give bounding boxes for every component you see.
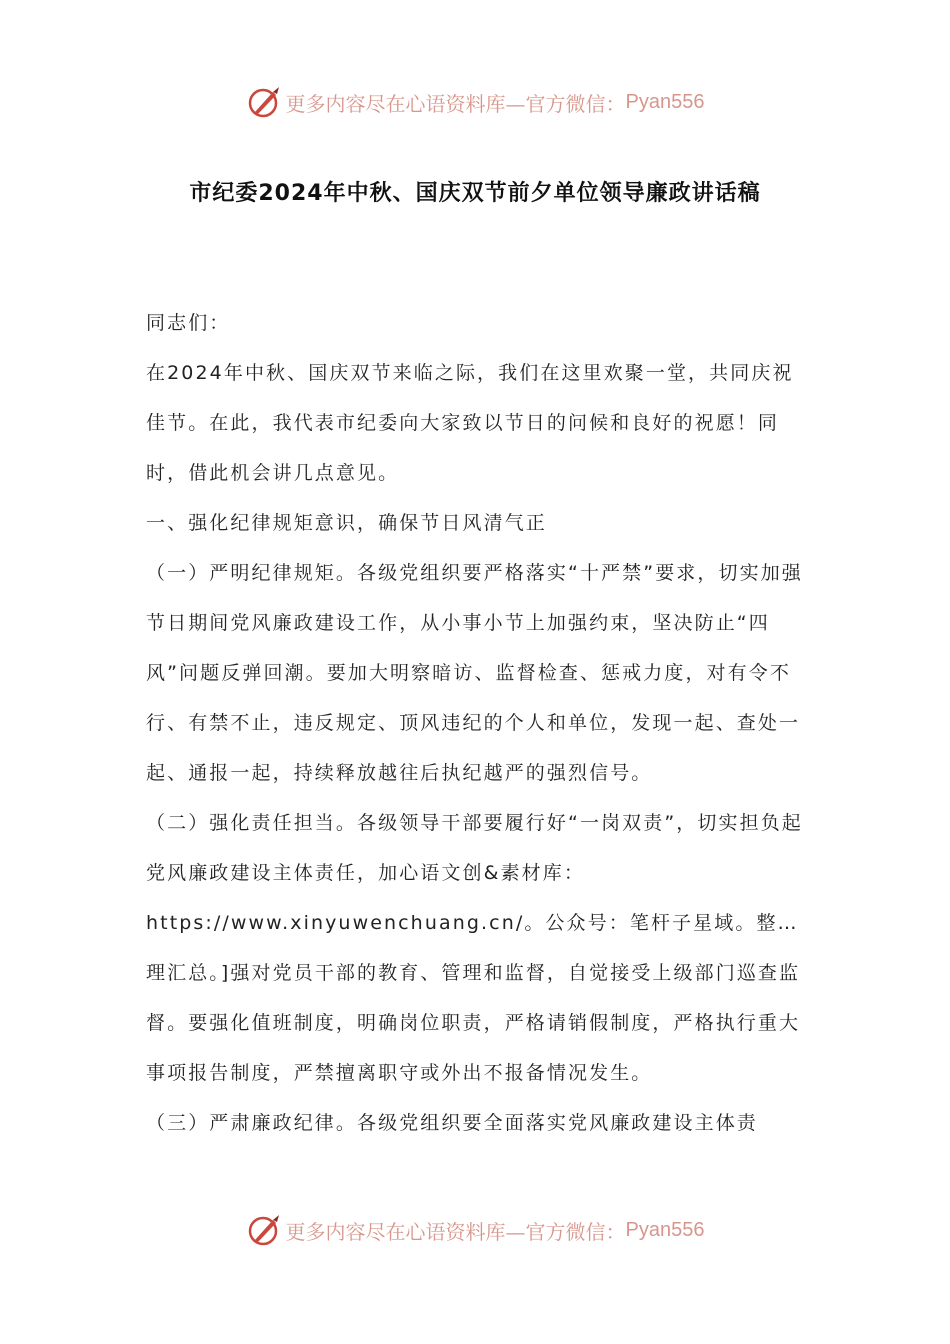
salutation: 同志们： xyxy=(146,312,231,334)
watermark-footer xyxy=(0,1210,950,1250)
watermark-wechat-id: Pyan556 xyxy=(625,90,705,113)
section-heading-1: 一、强化纪律规矩意识，确保节日风清气正 xyxy=(146,512,547,534)
paragraph-1-1: （一）严明纪律规矩。各级党组织要严格落实“十严禁”要求，切实加强节日期间党风廉政建设工作，从小事小节上加强约束，坚决防止“四风”问题反弹回潮。要加大明察暗访、监督检查、惩戒力度，对有令不行、有禁不止，违反规定、顶风违纪的个人和单位，发现一起、查处一起、通报一起，持续释放越往后执纪越严的强烈信号。 xyxy=(146,562,803,784)
watermark-header xyxy=(0,82,950,122)
document-title: 市纪委2024年中秋、国庆双节前夕单位领导廉政讲话稿 xyxy=(189,181,761,206)
document-body xyxy=(146,298,808,1148)
quill-logo-icon xyxy=(246,84,282,120)
watermark-text: 更多内容尽在心语资料库—官方微信： xyxy=(285,1219,626,1244)
paragraph-intro: 在2024年中秋、国庆双节来临之际，我们在这里欢聚一堂，共同庆祝佳节。在此，我代表市纪委向大家致以节日的问候和良好的祝愿！同时，借此机会讲几点意见。 xyxy=(146,362,794,484)
paragraph-1-3: （三）严肃廉政纪律。各级党组织要全面落实党风廉政建设主体责 xyxy=(146,1112,758,1134)
watermark-wechat-id: Pyan556 xyxy=(625,1218,705,1241)
quill-logo-icon xyxy=(246,1212,282,1248)
watermark-text: 更多内容尽在心语资料库—官方微信： xyxy=(285,91,626,116)
paragraph-1-2: （二）强化责任担当。各级领导干部要履行好“一岗双责”，切实担负起党风廉政建设主体责任，加心语文创&素材库：https://www.xinyuwenchuang.cn/。公众号：笔杆子星域。整…理汇总。]强对党员干部的教育、管理和监督，自觉接受上级部门巡查监督。要强化值班制度，明确岗位职责，严格请销假制度，严格执行重大事项报告制度，严禁擅离职守或外出不报备情况发生。 xyxy=(146,812,803,1084)
